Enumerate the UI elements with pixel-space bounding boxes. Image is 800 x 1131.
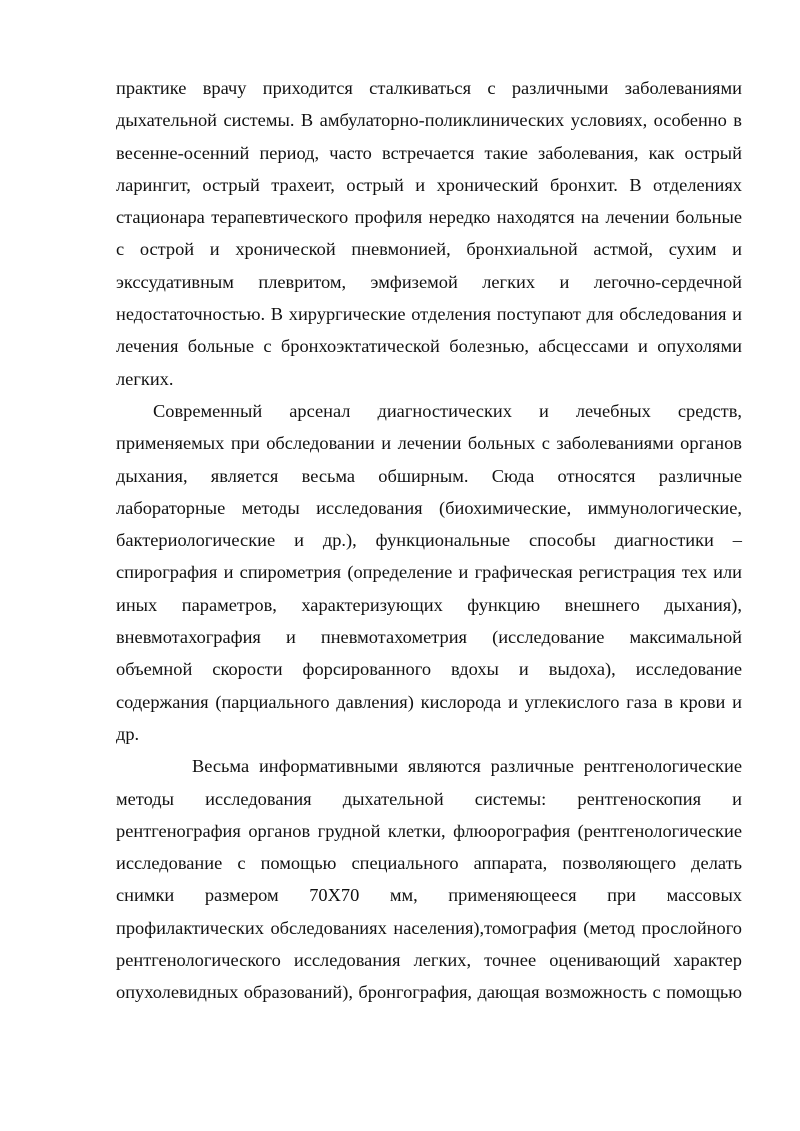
- text-line: вневмотахография и пневмотахометрия (исследование максимальной: [116, 627, 742, 648]
- text-line: лечения больные с бронхоэктатической болезнью, абсцессами и опухолями: [116, 336, 742, 357]
- text-line: недостаточностью. В хирургические отделения поступают для обследования и: [116, 304, 742, 325]
- text-line: рентгенография органов грудной клетки, флюорография (рентгенологические: [116, 820, 742, 841]
- text-line: методы исследования дыхательной системы: рентгеноскопия и: [116, 788, 742, 809]
- paragraph-1: [116, 72, 742, 395]
- text-line: весенне-осенний период, часто встречается такие заболевания, как острый: [116, 142, 742, 163]
- text-line: ларингит, острый трахеит, острый и хронический бронхит. В отделениях: [116, 174, 742, 195]
- text-line: исследование с помощью специального аппарата, позволяющего делать: [116, 853, 742, 874]
- text-line: рентгенологического исследования легких, точнее оценивающий характер: [116, 950, 742, 971]
- text-line: лабораторные методы исследования (биохимические, иммунологические,: [116, 497, 742, 518]
- text-line: содержания (парциального давления) кислорода и углекислого газа в крови и: [116, 691, 742, 712]
- text-line: экссудативным плевритом, эмфиземой легких и легочно-сердечной: [116, 271, 742, 292]
- text-line: практике врачу приходится сталкиваться с различными заболеваниями: [116, 78, 742, 98]
- text-line: с острой и хронической пневмонией, бронхиальной астмой, сухим и: [116, 239, 742, 260]
- document-body: [116, 72, 742, 1009]
- text-line: Весьма информативными являются различные рентгенологические: [192, 756, 742, 777]
- text-line: объемной скорости форсированного вдохы и выдоха), исследование: [116, 659, 742, 680]
- text-line: дыхания, является весьма обширным. Сюда относятся различные: [116, 465, 742, 486]
- text-line: Современный арсенал диагностических и лечебных средств,: [153, 400, 742, 421]
- paragraph-2: [116, 395, 742, 750]
- text-line: др.: [116, 723, 140, 744]
- text-line: стационара терапевтического профиля нередко находятся на лечении больные: [116, 207, 742, 228]
- text-line: спирография и спирометрия (определение и графическая регистрация тех или: [116, 562, 742, 583]
- text-line: опухолевидных образований), бронгография, дающая возможность с помощью: [116, 982, 742, 1003]
- text-line: иных параметров, характеризующих функцию внешнего дыхания),: [116, 594, 742, 615]
- text-line: применяемых при обследовании и лечении больных с заболеваниями органов: [116, 433, 742, 454]
- text-line: снимки размером 70Х70 мм, применяющееся при массовых: [116, 885, 742, 906]
- text-line: дыхательной системы. В амбулаторно-поликлинических условиях, особенно в: [116, 110, 742, 131]
- text-line: профилактических обследованиях населения),томография (метод прослойного: [116, 917, 742, 938]
- paragraph-3: [116, 750, 742, 1008]
- text-line: бактериологические и др.), функциональные способы диагностики –: [116, 530, 742, 551]
- text-line: легких.: [116, 368, 174, 389]
